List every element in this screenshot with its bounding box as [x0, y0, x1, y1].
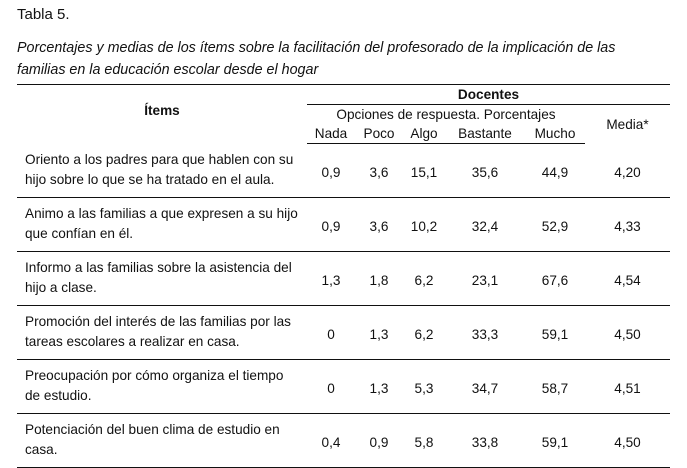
item-cell: Promoción del interés de las familias por las tareas escolares a realizar en casa. — [25, 314, 291, 349]
item-cell: Animo a las familias a que expresen a su hijo que confían en él. — [25, 206, 298, 241]
algo-cell: 6,2 — [414, 326, 434, 342]
nada-cell: 1,3 — [321, 272, 341, 288]
nada-cell: 0,9 — [321, 218, 341, 234]
bastante-cell: 32,4 — [471, 218, 499, 234]
mucho-cell: 58,7 — [541, 380, 569, 396]
media-cell: 4,54 — [614, 272, 641, 288]
media-cell: 4,33 — [614, 218, 641, 234]
results-table — [17, 84, 670, 468]
table-row — [17, 359, 670, 413]
header-nada: Nada — [307, 123, 355, 144]
nada-cell: 0 — [327, 326, 335, 342]
media-cell: 4,20 — [614, 164, 641, 180]
mucho-cell: 44,9 — [541, 164, 569, 180]
header-poco: Poco — [355, 123, 403, 144]
table-caption: Porcentajes y medias de los ítems sobre la facilitación del profesorado de la implicación de las familias en la educación escolar desde el hogar — [17, 40, 616, 78]
algo-cell: 6,2 — [414, 272, 434, 288]
table-row — [17, 251, 670, 305]
header-docentes: Docentes — [307, 85, 670, 105]
item-cell: Oriento a los padres para que hablen con su hijo sobre lo que se ha tratado en el aula. — [25, 152, 294, 187]
table-row — [17, 144, 670, 198]
header-media: Media* — [606, 116, 649, 132]
table-row — [17, 305, 670, 359]
bastante-cell: 34,7 — [471, 380, 499, 396]
bastante-cell: 33,8 — [471, 434, 499, 450]
poco-cell: 1,8 — [369, 272, 389, 288]
table-row — [17, 413, 670, 467]
item-cell: Potenciación del buen clima de estudio en casa. — [25, 422, 280, 457]
header-opciones: Opciones de respuesta. Porcentajes — [336, 106, 556, 122]
header-algo: Algo — [403, 123, 445, 144]
nada-cell: 0,4 — [321, 434, 341, 450]
poco-cell: 0,9 — [369, 434, 389, 450]
algo-cell: 10,2 — [410, 218, 438, 234]
item-cell: Preocupación por cómo organiza el tiempo de estudio. — [25, 368, 284, 403]
media-cell: 4,50 — [614, 326, 641, 342]
media-cell: 4,50 — [614, 434, 641, 450]
bastante-cell: 35,6 — [471, 164, 499, 180]
mucho-cell: 59,1 — [541, 326, 569, 342]
mucho-cell: 52,9 — [541, 218, 569, 234]
algo-cell: 5,8 — [414, 434, 434, 450]
header-mucho: Mucho — [525, 123, 585, 144]
media-cell: 4,51 — [614, 380, 641, 396]
mucho-cell: 59,1 — [541, 434, 569, 450]
nada-cell: 0 — [327, 380, 335, 396]
nada-cell: 0,9 — [321, 164, 341, 180]
item-cell: Informo a las familias sobre la asistencia del hijo a clase. — [25, 260, 292, 295]
bastante-cell: 33,3 — [471, 326, 499, 342]
header-bastante: Bastante — [445, 123, 525, 144]
poco-cell: 3,6 — [369, 164, 389, 180]
table-row — [17, 197, 670, 251]
poco-cell: 1,3 — [369, 326, 389, 342]
table-number: Tabla 5. — [17, 6, 70, 23]
mucho-cell: 67,6 — [541, 272, 569, 288]
poco-cell: 3,6 — [369, 218, 389, 234]
header-items: Ítems — [17, 85, 307, 144]
poco-cell: 1,3 — [369, 380, 389, 396]
algo-cell: 5,3 — [414, 380, 434, 396]
bastante-cell: 23,1 — [471, 272, 499, 288]
algo-cell: 15,1 — [410, 164, 438, 180]
